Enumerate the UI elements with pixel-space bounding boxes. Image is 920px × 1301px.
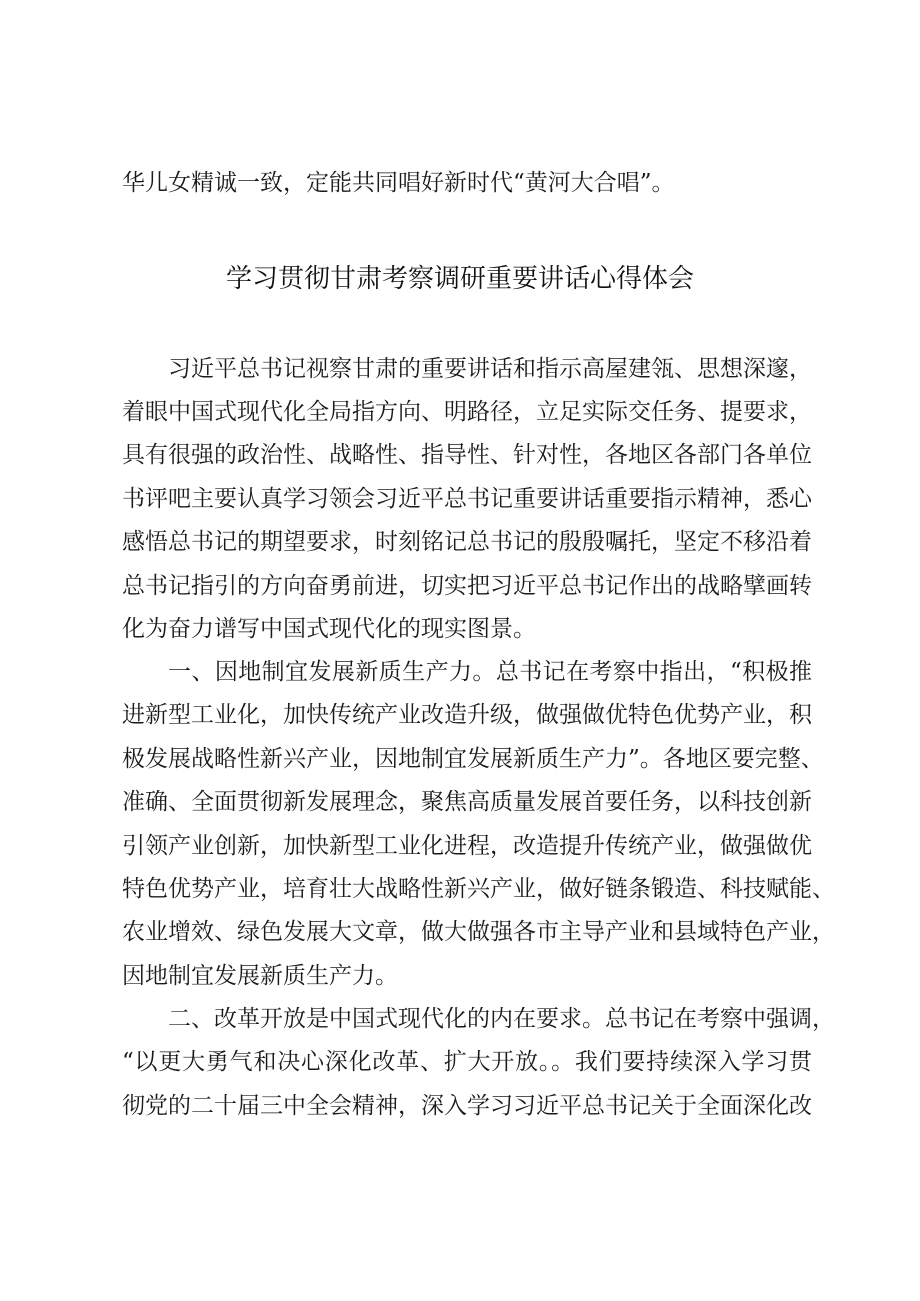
paragraph-line: 引领产业创新，加快新型工业化进程，改造提升传统产业，做强做优 bbox=[122, 833, 812, 859]
paragraph-line: 二、改革开放是中国式现代化的内在要求。总书记在考察中强调， bbox=[168, 1006, 835, 1032]
paragraph-line: 特色优势产业，培育壮大战略性新兴产业，做好链条锻造、科技赋能、 bbox=[122, 876, 835, 902]
paragraph-line: 进新型工业化，加快传统产业改造升级，做强做优特色优势产业，积 bbox=[122, 702, 812, 728]
paragraph-line: 因地制宜发展新质生产力。 bbox=[122, 963, 398, 989]
intro-tail-line: 华儿女精诚一致，定能共同唱好新时代“黄河大合唱”。 bbox=[122, 170, 675, 196]
paragraph-line: “以更大勇气和决心深化改革、扩大开放。。我们要持续深入学习贯 bbox=[122, 1049, 812, 1075]
paragraph-line: 化为奋力谱写中国式现代化的现实图景。 bbox=[122, 616, 536, 642]
paragraph-line: 书评吧主要认真学习领会习近平总书记重要讲话重要指示精神，悉心 bbox=[122, 486, 812, 512]
paragraph-line: 感悟总书记的期望要求，时刻铭记总书记的殷殷嘱托，坚定不移沿着 bbox=[122, 529, 812, 555]
paragraph-line: 着眼中国式现代化全局指方向、明路径，立足实际交任务、提要求， bbox=[122, 399, 812, 425]
paragraph-line: 极发展战略性新兴产业，因地制宜发展新质生产力”。各地区要完整、 bbox=[122, 746, 824, 772]
paragraph-line: 准确、全面贯彻新发展理念，聚焦高质量发展首要任务，以科技创新 bbox=[122, 789, 812, 815]
paragraph-line: 农业增效、绿色发展大文章，做大做强各市主导产业和县域特色产业， bbox=[122, 919, 835, 945]
paragraph-line: 彻党的二十届三中全会精神，深入学习习近平总书记关于全面深化改 bbox=[122, 1093, 812, 1119]
page-title: 学习贯彻甘肃考察调研重要讲话心得体会 bbox=[225, 264, 694, 294]
paragraph-line: 具有很强的政治性、战略性、指导性、针对性，各地区各部门各单位 bbox=[122, 442, 812, 468]
paragraph-line: 一、因地制宜发展新质生产力。总书记在考察中指出，“积极推 bbox=[168, 659, 812, 685]
paragraph-line: 总书记指引的方向奋勇前进，切实把习近平总书记作出的战略擘画转 bbox=[122, 573, 812, 599]
paragraph-line: 习近平总书记视察甘肃的重要讲话和指示高屋建瓴、思想深邃， bbox=[168, 356, 812, 382]
